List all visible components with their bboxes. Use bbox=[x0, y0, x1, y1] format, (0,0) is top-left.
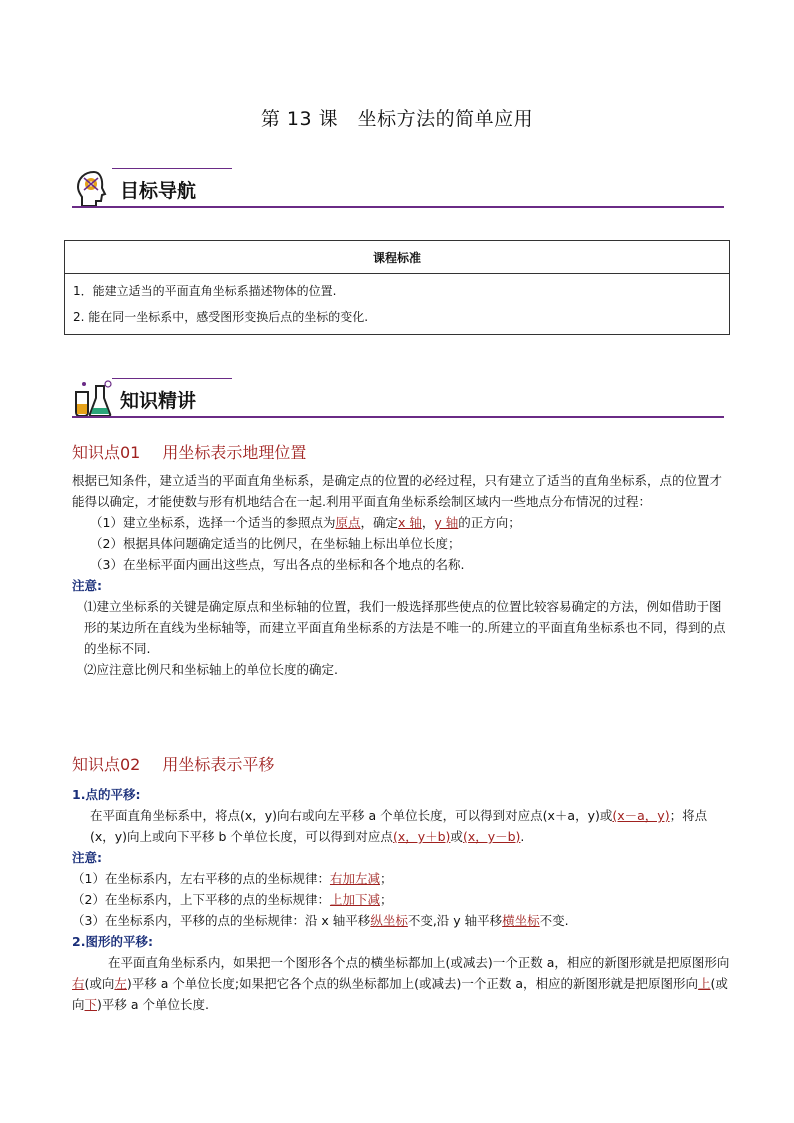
kp1-intro: 根据已知条件，建立适当的平面直角坐标系，是确定点的位置的必经过程，只有建立了适当的直角坐标系，点的位置才能得以确定，才能使数与形有机地结合在一起.利用平面直角坐标系绘制区域内一些地点分布情况的过程： bbox=[72, 473, 723, 509]
section-rule bbox=[72, 416, 724, 418]
header-top-rule bbox=[112, 378, 232, 379]
kp1-note-label: 注意: bbox=[72, 578, 102, 593]
kp2-point-translation: 在平面直角坐标系中，将点(x，y)向右或向左平移 a 个单位长度，可以得到对应点(x＋a，y)或(x－a，y)；将点(x，y)向上或向下平移 b 个单位长度，可以得到对应点(x，y＋b)或(x，y－b). bbox=[90, 808, 708, 844]
kp1-step3: （3）在坐标平面内画出这些点，写出各点的坐标和各个地点的名称. bbox=[90, 557, 465, 572]
kp1-content bbox=[72, 470, 730, 680]
kp-number: 知识点02 bbox=[72, 755, 141, 774]
header-top-rule bbox=[112, 168, 232, 169]
section-knowledge-header bbox=[72, 378, 724, 418]
kp1-step2: （2）根据具体问题确定适当的比例尺，在坐标轴上标出单位长度； bbox=[90, 536, 461, 551]
kp2-content bbox=[72, 784, 730, 1015]
kp1-note2: ⑵应注意比例尺和坐标轴上的单位长度的确定. bbox=[84, 662, 338, 677]
kp2-figure-translation: 在平面直角坐标系内，如果把一个图形各个点的横坐标都加上(或减去)一个正数 a，相应的新图形就是把原图形向右(或向左)平移 a 个单位长度;如果把它各个点的纵坐标都加上(或减去)一个正数 a，相应的新图形就是把原图形向上(或向下)平移 a 个单位长度. bbox=[72, 955, 730, 1012]
standard-item: 1．能建立适当的平面直角坐标系描述物体的位置. bbox=[73, 284, 337, 298]
section-goal-header bbox=[72, 168, 724, 208]
knowledge-point-02-heading bbox=[72, 752, 274, 775]
kp2-rule3: （3）在坐标系内，平移的点的坐标规律：沿 x 轴平移纵坐标不变,沿 y 轴平移横坐标不变. bbox=[72, 913, 569, 928]
standards-header: 课程标准 bbox=[65, 241, 730, 274]
section-rule bbox=[72, 206, 724, 208]
section-goal-label: 目标导航 bbox=[120, 180, 197, 202]
kp2-sub1: 1.点的平移: bbox=[72, 787, 141, 802]
standards-body bbox=[65, 274, 730, 335]
head-gear-icon bbox=[72, 168, 116, 208]
page-title: 第 13 课 坐标方法的简单应用 bbox=[260, 108, 534, 130]
section-knowledge-label: 知识精讲 bbox=[120, 390, 197, 412]
flask-icon bbox=[72, 378, 116, 418]
knowledge-point-01-heading bbox=[72, 440, 306, 463]
standard-item: 2. 能在同一坐标系中，感受图形变换后点的坐标的变化. bbox=[73, 310, 369, 324]
kp2-rule2: （2）在坐标系内，上下平移的点的坐标规律：上加下减； bbox=[72, 892, 393, 907]
kp-number: 知识点01 bbox=[72, 443, 141, 462]
kp2-note-label: 注意: bbox=[72, 850, 102, 865]
kp-title: 用坐标表示地理位置 bbox=[162, 443, 307, 462]
kp-title: 用坐标表示平移 bbox=[162, 755, 275, 774]
kp1-note1: ⑴建立坐标系的关键是确定原点和坐标轴的位置，我们一般选择那些使点的位置比较容易确定的方法，例如借助于图形的某边所在直线为坐标轴等，而建立平面直角坐标系的方法是不唯一的.所建立的平面直角坐标系也不同，得到的点的坐标不同. bbox=[84, 599, 726, 656]
kp2-sub2: 2.图形的平移: bbox=[72, 934, 153, 949]
course-standards-table bbox=[64, 240, 730, 335]
kp2-rule1: （1）在坐标系内，左右平移的点的坐标规律：右加左减； bbox=[72, 871, 393, 886]
kp1-step1: （1）建立坐标系，选择一个适当的参照点为原点，确定x 轴，y 轴的正方向； bbox=[90, 515, 521, 530]
